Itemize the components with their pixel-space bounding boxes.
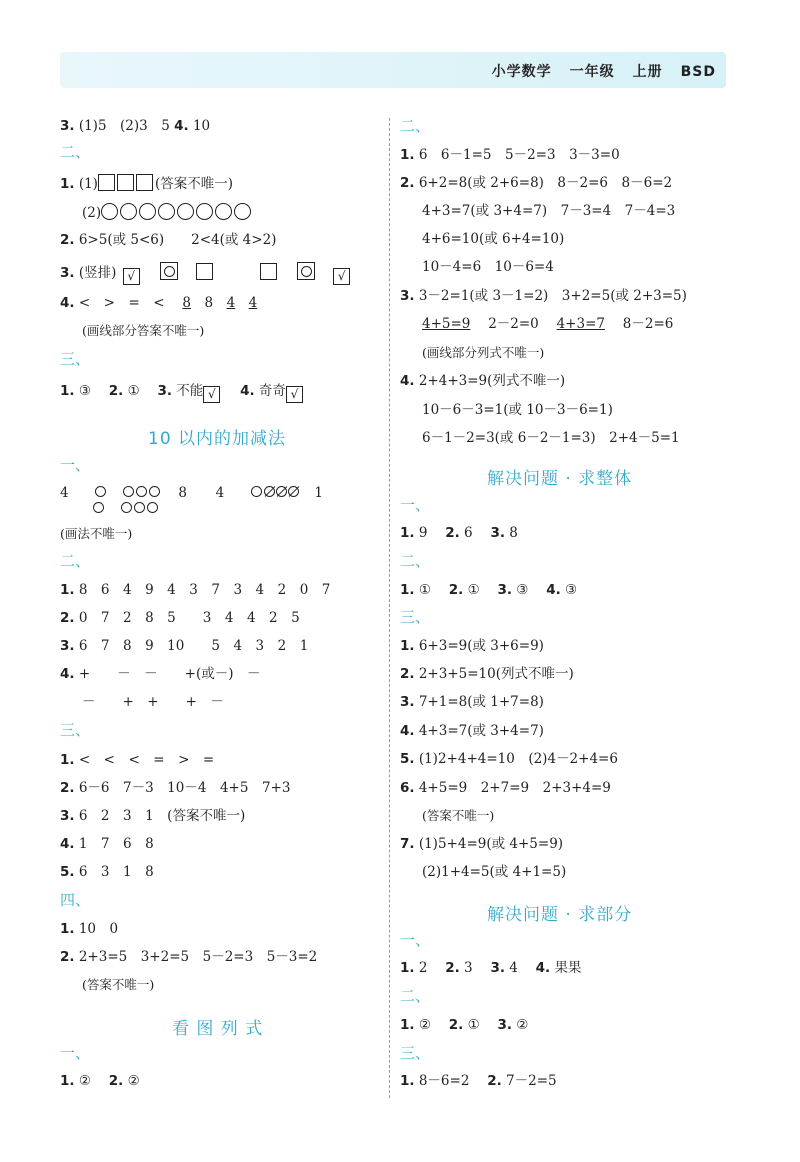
answer-text: 6+2=8(或 2+6=8) 8－2=6 8－6=2 xyxy=(418,175,673,191)
answer-row xyxy=(400,1072,557,1090)
empty-box xyxy=(196,263,213,280)
answer-text: + － － +(或－) － xyxy=(78,666,261,682)
q-number: 1. xyxy=(60,582,75,598)
q-number: 4. xyxy=(60,666,75,682)
small-circle xyxy=(251,486,262,497)
small-circle xyxy=(134,502,145,513)
answer-text: ③ xyxy=(516,582,529,598)
column-divider xyxy=(389,118,390,1098)
answer-text: 7－2=5 xyxy=(506,1073,557,1089)
q-number: 1. xyxy=(60,1073,75,1089)
q-number: 3. xyxy=(400,694,415,710)
q-number: 4. xyxy=(240,383,255,399)
answer-row xyxy=(60,751,214,769)
answer-text: (1)5 (2)3 5 xyxy=(78,118,170,134)
q-number: 1. xyxy=(400,582,415,598)
q-number: 3. xyxy=(60,808,75,824)
circle-shape xyxy=(101,203,118,220)
section-title: 解决问题 · 求整体 xyxy=(487,469,633,489)
q-number: 2. xyxy=(108,1073,124,1089)
underlined-answer: 8 xyxy=(182,295,191,311)
q-number: 2. xyxy=(60,232,75,248)
answer-text: 10 0 xyxy=(78,921,119,937)
answer-row: 10－6－3=1(或 10－3－6=1) xyxy=(422,402,613,418)
section-title: 解决问题 · 求部分 xyxy=(487,905,633,925)
answer-text: 10 xyxy=(192,118,211,134)
answer-text: ③ xyxy=(565,582,578,598)
q-number: 1. xyxy=(60,176,75,192)
answer-text: 9 xyxy=(418,525,428,541)
answer-row xyxy=(400,524,518,542)
section-heading: 四、 xyxy=(60,891,91,909)
answer-text: 6>5(或 5<6) 2<4(或 4>2) xyxy=(78,232,277,248)
answer-text: 2+4+3=9(列式不唯一) xyxy=(418,373,566,389)
answer-text: (竖排) xyxy=(78,265,117,281)
section-heading: 二、 xyxy=(400,987,431,1005)
answer-text: 3 xyxy=(464,960,473,976)
q-number: 2. xyxy=(400,175,415,191)
q-number: 2. xyxy=(400,666,415,682)
section-title: 看 图 列 式 xyxy=(172,1019,264,1039)
q-number: 5. xyxy=(400,751,415,767)
check-box: √ xyxy=(333,268,350,285)
section-heading: 二、 xyxy=(60,552,91,570)
answer-text: 6 7 8 9 10 5 4 3 2 1 xyxy=(78,638,309,654)
section-heading: 二、 xyxy=(400,552,431,570)
check-box: √ xyxy=(203,386,220,403)
header-grade: 一年级 xyxy=(569,64,615,80)
answer-text: 8－2=6 xyxy=(622,316,674,332)
answer-row xyxy=(60,779,290,797)
answer-row xyxy=(60,807,245,825)
q-number: 3. xyxy=(497,582,512,598)
answer-row: (2)1+4=5(或 4+1=5) xyxy=(422,864,567,880)
answer-note: (画法不唯一) xyxy=(60,526,133,541)
answer-text: ② xyxy=(127,1073,140,1089)
answer-note: (答案不唯一) xyxy=(422,808,495,823)
answer-row: 6－1－2=3(或 6－2－1=3) 2+4－5=1 xyxy=(422,430,680,446)
q-number: 2. xyxy=(448,582,464,598)
q-number: 2. xyxy=(60,949,75,965)
answer-text: ② xyxy=(418,1017,431,1033)
q-number: 3. xyxy=(60,265,75,281)
circle-shape xyxy=(196,203,213,220)
answer-text: 4 xyxy=(60,485,69,501)
empty-box xyxy=(260,263,277,280)
answer-text: 1 xyxy=(314,485,323,501)
answer-row xyxy=(60,294,257,312)
circle-shape xyxy=(120,203,137,220)
answer-row xyxy=(400,779,611,797)
q-number: 1. xyxy=(60,752,75,768)
answer-row xyxy=(60,117,210,135)
answer-row xyxy=(60,382,305,403)
circle-in-box-icon xyxy=(297,262,315,280)
answer-row xyxy=(60,231,276,249)
answer-text: 6 6－1=5 5－2=3 3－3=0 xyxy=(418,147,620,163)
answer-text: ③ xyxy=(78,383,91,399)
answer-row xyxy=(60,581,330,599)
answer-row xyxy=(60,835,154,853)
underlined-answer: 4+3=7 xyxy=(556,316,605,332)
q-number: 3. xyxy=(400,288,415,304)
answer-text: 2－2=0 xyxy=(488,316,539,332)
answer-text: (1)5+4=9(或 4+5=9) xyxy=(418,836,564,852)
answer-row xyxy=(400,174,672,192)
answer-text: 2 xyxy=(418,960,428,976)
small-circle xyxy=(149,486,160,497)
small-circle xyxy=(147,502,158,513)
answer-text: 6 2 3 1 (答案不唯一) xyxy=(78,808,246,824)
answer-note: (答案不唯一) xyxy=(82,977,155,992)
answer-note: (答案不唯一) xyxy=(154,176,233,192)
answer-text: < > = < xyxy=(78,295,165,311)
q-number: 1. xyxy=(400,525,415,541)
q-number: 4. xyxy=(535,960,551,976)
answer-row: 10－4=6 10－6=4 xyxy=(422,259,554,275)
answer-text: < < < = > = xyxy=(78,752,215,768)
answer-text: 6－6 7－3 10－4 4+5 7+3 xyxy=(78,780,291,796)
q-number: 2. xyxy=(445,960,460,976)
answer-text: 4+5=9 2+7=9 2+3+4=9 xyxy=(418,780,611,796)
section-heading: 三、 xyxy=(400,608,431,626)
q-number: 1. xyxy=(400,638,415,654)
answer-text: ① xyxy=(127,383,140,399)
answer-row: 4+3=7(或 3+4=7) 7－3=4 7－4=3 xyxy=(422,203,676,219)
answer-note: (画线部分列式不唯一) xyxy=(422,345,545,360)
answer-row xyxy=(400,1016,528,1034)
answer-text: 4 xyxy=(215,485,225,501)
q-number: 4. xyxy=(546,582,561,598)
answer-row xyxy=(400,835,563,853)
answer-row xyxy=(400,637,544,655)
underlined-answer: 4+5=9 xyxy=(422,316,471,332)
answer-row xyxy=(60,665,261,683)
crossed-circle xyxy=(288,486,299,497)
answer-row xyxy=(60,920,118,938)
answer-text: 6 3 1 8 xyxy=(78,864,154,880)
header-text xyxy=(474,61,716,81)
q-number: 1. xyxy=(400,1073,415,1089)
q-number: 3. xyxy=(60,638,75,654)
q-number: 2. xyxy=(445,525,460,541)
answer-row xyxy=(400,959,581,977)
small-circle xyxy=(95,486,106,497)
circle-shape xyxy=(177,203,194,220)
section-heading: 二、 xyxy=(60,143,91,161)
small-circle xyxy=(93,502,104,513)
answer-text: ② xyxy=(78,1073,91,1089)
q-number: 5. xyxy=(60,864,75,880)
check-box: √ xyxy=(123,268,140,285)
q-number: 1. xyxy=(400,960,415,976)
answer-row: － + + + － xyxy=(82,694,224,710)
answer-row xyxy=(400,581,577,599)
q-number: 3. xyxy=(497,1017,512,1033)
answer-text: (1) xyxy=(78,176,98,192)
section-heading: 三、 xyxy=(400,1044,431,1062)
answer-text: 6 xyxy=(464,525,473,541)
section-heading: 一、 xyxy=(400,931,431,949)
answer-row xyxy=(400,146,620,164)
answer-text: 4+3=7(或 3+4=7) xyxy=(418,723,544,739)
q-number: 1. xyxy=(400,1017,415,1033)
q-number: 2. xyxy=(60,610,75,626)
answer-text: 8－6=2 xyxy=(418,1073,470,1089)
answer-text: 1 7 6 8 xyxy=(78,836,154,852)
answer-row xyxy=(60,637,308,655)
circle-shape xyxy=(234,203,251,220)
crossed-circle xyxy=(276,486,287,497)
answer-text: 4 xyxy=(509,960,518,976)
q-number: 3. xyxy=(490,525,505,541)
answer-text: 8 6 4 9 4 3 7 3 4 2 0 7 xyxy=(78,582,331,598)
square-shape xyxy=(98,174,115,191)
circle-shape xyxy=(158,203,175,220)
section-heading: 二、 xyxy=(400,117,431,135)
answer-text: 6+3=9(或 3+6=9) xyxy=(418,638,544,654)
answer-text: ② xyxy=(516,1017,529,1033)
q-number: 4. xyxy=(400,373,415,389)
header-volume: 上册 xyxy=(632,64,663,80)
underlined-answer: 4 xyxy=(248,295,258,311)
answer-row xyxy=(60,174,233,193)
answer-row xyxy=(400,750,618,768)
answer-row xyxy=(400,372,565,390)
answer-row xyxy=(400,665,574,683)
q-number: 1. xyxy=(400,147,415,163)
check-box: √ xyxy=(286,386,303,403)
answer-text: 8 xyxy=(204,295,214,311)
answer-text: 果果 xyxy=(554,960,582,976)
section-title: 10 以内的加减法 xyxy=(148,429,287,449)
section-heading: 一、 xyxy=(60,456,91,474)
q-number: 3. xyxy=(490,960,505,976)
circle-in-box-icon xyxy=(160,262,178,280)
answer-text: 0 7 2 8 5 3 4 4 2 5 xyxy=(78,610,300,626)
answer-row: 4+6=10(或 6+4=10) xyxy=(422,231,565,247)
answer-row xyxy=(60,1072,140,1090)
answer-text: ① xyxy=(418,582,431,598)
answer-text: 不能 xyxy=(176,383,204,399)
small-circle xyxy=(121,502,132,513)
answer-row xyxy=(60,948,317,966)
square-shape xyxy=(136,174,153,191)
answer-text: (2) xyxy=(82,205,102,221)
q-number: 4. xyxy=(174,118,189,134)
answer-row xyxy=(60,262,352,285)
dots-row xyxy=(93,500,160,518)
answer-row xyxy=(400,693,544,711)
underlined-answer: 4 xyxy=(226,295,236,311)
answer-row xyxy=(82,203,253,222)
q-number: 3. xyxy=(60,118,75,134)
answer-text: 8 xyxy=(178,485,187,501)
answer-text: ① xyxy=(467,1017,480,1033)
q-number: 2. xyxy=(108,383,124,399)
answer-text: 3－2=1(或 3－1=2) 3+2=5(或 2+3=5) xyxy=(418,288,687,304)
q-number: 7. xyxy=(400,836,415,852)
answer-text: 2+3=5 3+2=5 5－2=3 5－3=2 xyxy=(78,949,318,965)
small-circle xyxy=(123,486,134,497)
page-header xyxy=(60,52,726,88)
answer-text: ① xyxy=(467,582,480,598)
answer-text: 2+3+5=10(列式不唯一) xyxy=(418,666,574,682)
answer-note: (画线部分答案不唯一) xyxy=(82,323,205,338)
answer-row xyxy=(400,287,687,305)
answer-row xyxy=(60,609,300,627)
answer-text: 8 xyxy=(509,525,518,541)
section-heading: 三、 xyxy=(60,721,91,739)
section-heading: 三、 xyxy=(60,350,91,368)
q-number: 1. xyxy=(60,383,75,399)
small-circle xyxy=(136,486,147,497)
circle-shape xyxy=(139,203,156,220)
q-number: 4. xyxy=(60,295,75,311)
q-number: 6. xyxy=(400,780,415,796)
answer-text: (1)2+4+4=10 (2)4－2+4=6 xyxy=(418,751,618,767)
q-number: 3. xyxy=(157,383,172,399)
section-heading: 一、 xyxy=(400,496,431,514)
q-number: 2. xyxy=(60,780,75,796)
header-subject: 小学数学 xyxy=(491,64,552,80)
q-number: 4. xyxy=(60,836,75,852)
q-number: 4. xyxy=(400,723,415,739)
circle-shape xyxy=(215,203,232,220)
section-heading: 一、 xyxy=(60,1044,91,1062)
header-edition: BSD xyxy=(680,64,716,80)
q-number: 2. xyxy=(448,1017,464,1033)
answer-row xyxy=(60,863,154,881)
answer-row xyxy=(400,722,544,740)
answer-text: 7+1=8(或 1+7=8) xyxy=(418,694,544,710)
crossed-circle xyxy=(264,486,275,497)
answer-text: 奇奇 xyxy=(258,383,286,399)
answer-row xyxy=(422,315,673,333)
square-shape xyxy=(117,174,134,191)
q-number: 2. xyxy=(487,1073,502,1089)
q-number: 1. xyxy=(60,921,75,937)
